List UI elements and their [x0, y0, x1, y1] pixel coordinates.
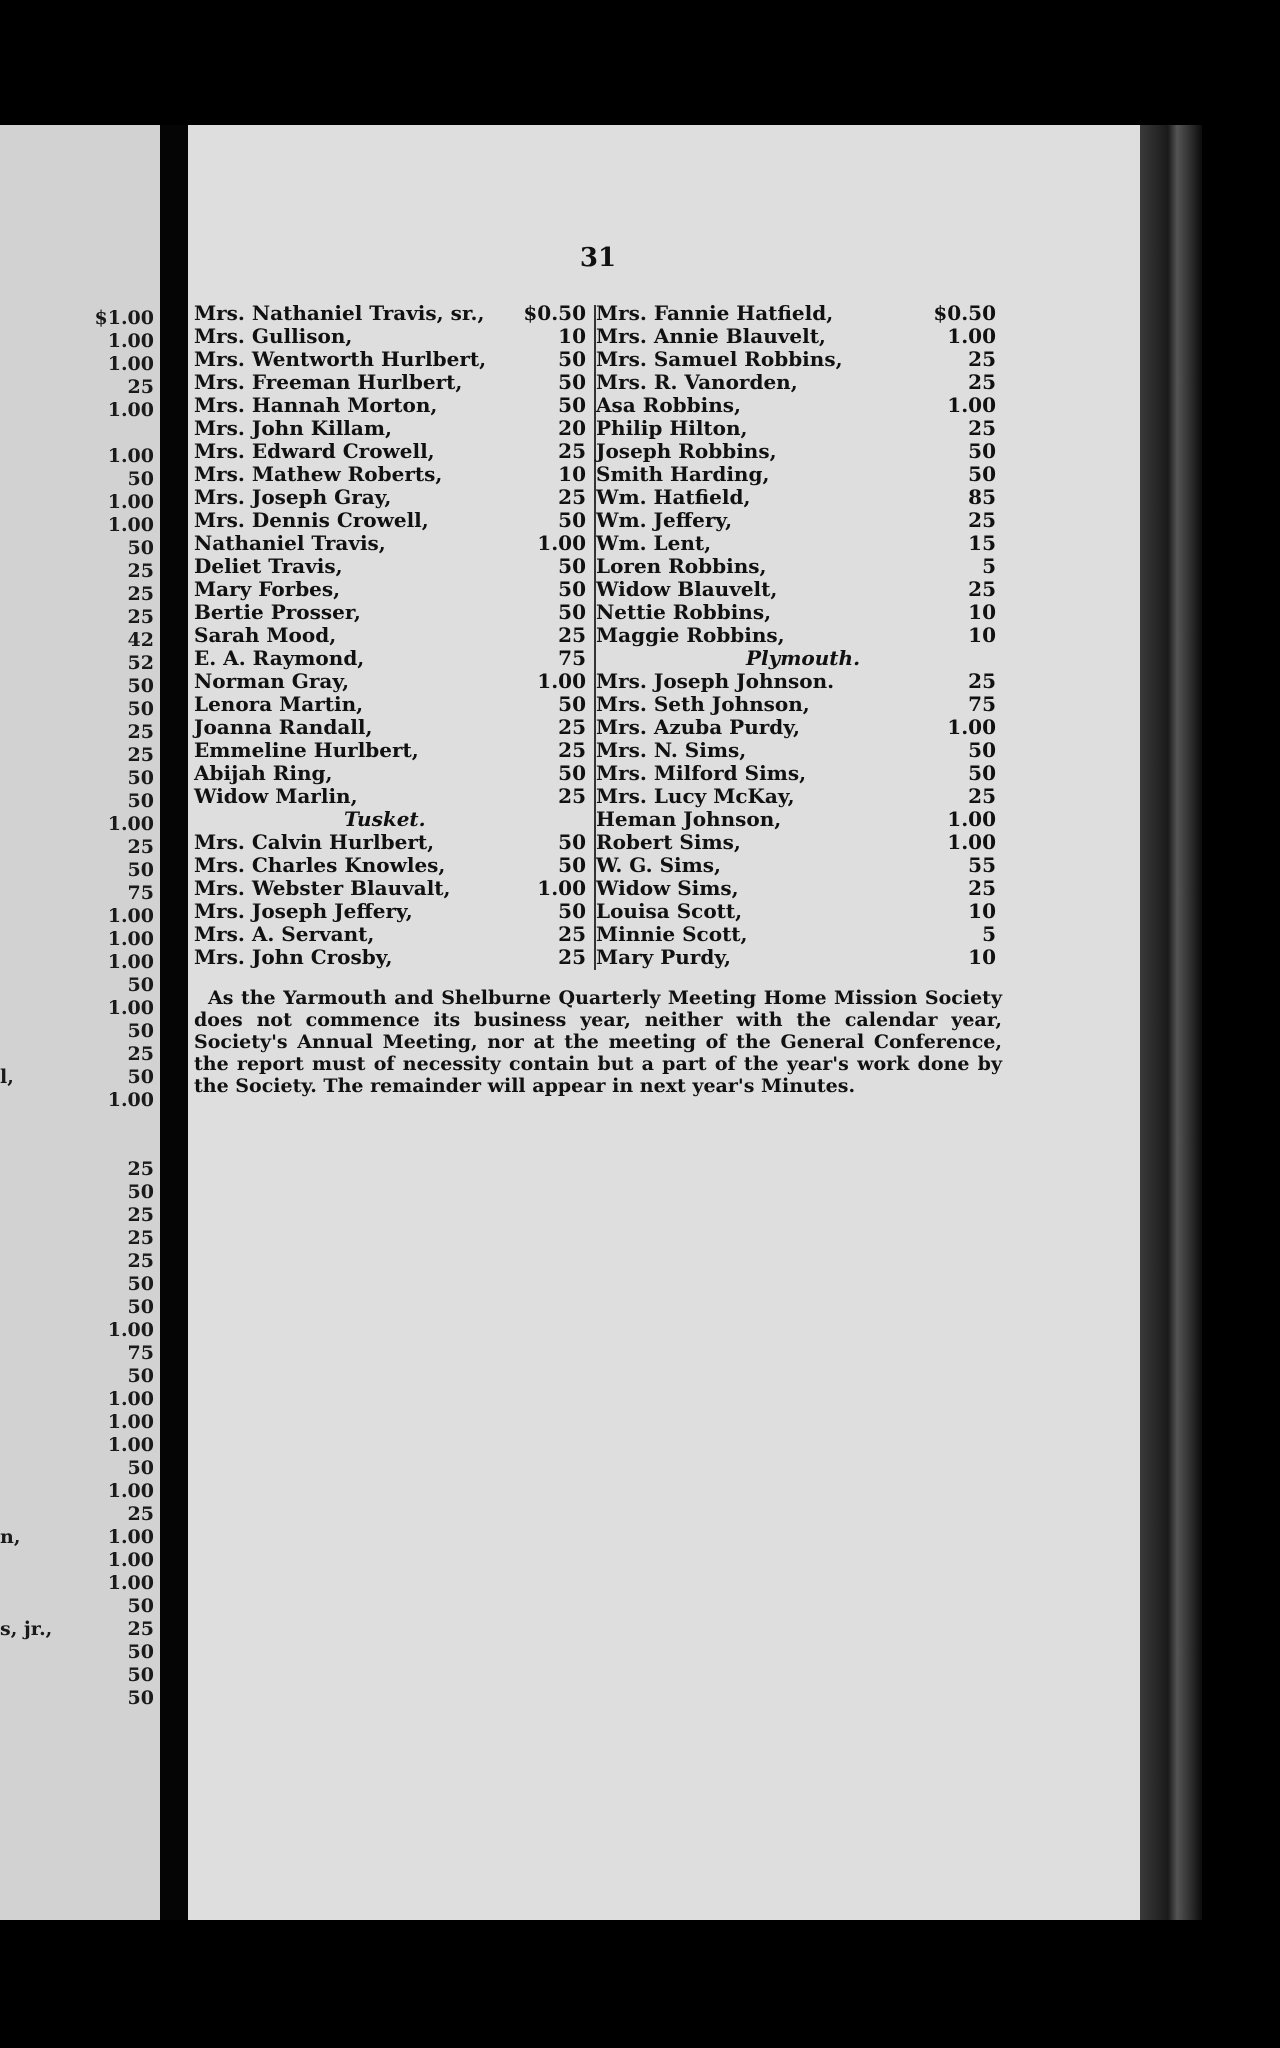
contributor-row: [596, 670, 1004, 693]
facing-page-amounts: [78, 307, 154, 1710]
contribution-amount: 25: [558, 784, 586, 808]
facing-page-amount: 1.00: [107, 491, 154, 513]
facing-page-amount: 50: [127, 468, 154, 490]
contributor-name: Wm. Lent,: [596, 531, 712, 555]
facing-page-amount: 1.00: [107, 1549, 154, 1571]
contributor-row: [194, 371, 594, 394]
facing-page-amount: [78, 1135, 154, 1158]
facing-page-left: [0, 125, 160, 1920]
contribution-amount: 50: [558, 899, 586, 923]
contribution-amount: 25: [558, 485, 586, 509]
contribution-amount: 50: [558, 577, 586, 601]
contributor-row: [194, 854, 594, 877]
contribution-amount: 85: [968, 485, 996, 509]
contributor-name: Widow Blauvelt,: [596, 577, 778, 601]
contribution-amount: 25: [968, 577, 996, 601]
facing-page-amount: 1.00: [107, 1572, 154, 1594]
facing-page-amount: 50: [127, 1273, 154, 1295]
contribution-amount: 1.00: [947, 393, 996, 417]
contributor-row: [596, 302, 1004, 325]
contributor-name: Mrs. Joseph Gray,: [194, 485, 392, 509]
contributor-row: [596, 831, 1004, 854]
contribution-amount: 50: [558, 853, 586, 877]
contributor-name: Mrs. Fannie Hatfield,: [596, 301, 834, 325]
contributor-name: Heman Johnson,: [596, 807, 782, 831]
contributor-row: [596, 900, 1004, 923]
contributor-row: [596, 348, 1004, 371]
contributor-name: Mrs. Edward Crowell,: [194, 439, 435, 463]
contributor-row: [194, 923, 594, 946]
contributor-row: [194, 670, 594, 693]
contributor-row: [596, 716, 1004, 739]
facing-page-amount: 25: [127, 583, 154, 605]
contributor-row: [596, 394, 1004, 417]
contributor-name: Mrs. Nathaniel Travis, sr.,: [194, 301, 485, 325]
contributor-name: Asa Robbins,: [596, 393, 741, 417]
contributor-name: Minnie Scott,: [596, 922, 748, 946]
contributor-name: W. G. Sims,: [596, 853, 721, 877]
facing-page-amount: 1.00: [107, 330, 154, 352]
contribution-amount: 50: [558, 692, 586, 716]
contribution-amount: 1.00: [947, 830, 996, 854]
facing-page-amount: 50: [127, 974, 154, 996]
contribution-amount: 1.00: [537, 531, 586, 555]
facing-page-amount: 1.00: [107, 951, 154, 973]
contributor-name: Mrs. Webster Blauvalt,: [194, 876, 451, 900]
contribution-amount: 50: [558, 600, 586, 624]
contributor-row: [596, 854, 1004, 877]
contributor-name: Joanna Randall,: [194, 715, 373, 739]
contribution-amount: 25: [968, 669, 996, 693]
contributor-row: [194, 348, 594, 371]
contributor-row: [194, 877, 594, 900]
facing-page-amount: 25: [127, 836, 154, 858]
contribution-amount: 75: [968, 692, 996, 716]
contributor-name: Abijah Ring,: [194, 761, 333, 785]
contributor-row: [596, 601, 1004, 624]
contributor-name: Mary Purdy,: [596, 945, 731, 969]
contributor-name: Widow Sims,: [596, 876, 739, 900]
contributor-row: [596, 325, 1004, 348]
contributor-name: Mrs. Hannah Morton,: [194, 393, 438, 417]
facing-page-amount: $1.00: [94, 307, 154, 329]
facing-page-amount: 50: [127, 1066, 154, 1088]
facing-page-amount: 50: [127, 767, 154, 789]
contributor-name: Mrs. John Crosby,: [194, 945, 393, 969]
contributor-name: Deliet Travis,: [194, 554, 343, 578]
contributor-row: [596, 923, 1004, 946]
contributor-name: Emmeline Hurlbert,: [194, 738, 419, 762]
contributor-row: [596, 624, 1004, 647]
contribution-amount: 5: [982, 922, 996, 946]
contributor-name: Norman Gray,: [194, 669, 350, 693]
facing-page-fragment: l,: [0, 1066, 14, 1088]
contributor-name: Mrs. Annie Blauvelt,: [596, 324, 826, 348]
facing-page-fragment: n,: [0, 1526, 21, 1548]
facing-page-amount: 50: [127, 1687, 154, 1709]
facing-page-amount: 50: [127, 537, 154, 559]
contribution-amount: 50: [558, 554, 586, 578]
contribution-amount: 1.00: [947, 715, 996, 739]
contributor-row: [194, 831, 594, 854]
contribution-amount: 10: [968, 945, 996, 969]
section-heading: Tusket.: [344, 807, 426, 831]
contribution-amount: 1.00: [537, 669, 586, 693]
facing-page-amount: 25: [127, 1250, 154, 1272]
contributor-row: [596, 417, 1004, 440]
contributor-row: [596, 808, 1004, 831]
facing-page-amount: 75: [127, 1342, 154, 1364]
contribution-amount: 25: [968, 508, 996, 532]
contributor-name: E. A. Raymond,: [194, 646, 365, 670]
contribution-amount: 25: [968, 876, 996, 900]
contributor-row: [596, 371, 1004, 394]
book-edge: [1140, 125, 1202, 1920]
facing-page-amount: 50: [127, 1365, 154, 1387]
facing-page-amount: 25: [127, 376, 154, 398]
contributor-name: Bertie Prosser,: [194, 600, 361, 624]
contribution-amount: 50: [558, 393, 586, 417]
contributor-name: Robert Sims,: [596, 830, 741, 854]
contributor-row: [194, 739, 594, 762]
contributor-row: [194, 601, 594, 624]
contributor-row: [596, 440, 1004, 463]
contributor-row: [596, 555, 1004, 578]
contributor-row: [596, 578, 1004, 601]
contributor-row: [596, 762, 1004, 785]
facing-page-amount: 25: [127, 1158, 154, 1180]
facing-page-amount: 50: [127, 1296, 154, 1318]
contributor-name: Smith Harding,: [596, 462, 770, 486]
book-gutter: [160, 125, 188, 1920]
contribution-amount: 55: [968, 853, 996, 877]
contributor-name: Philip Hilton,: [596, 416, 748, 440]
contributor-row: [194, 463, 594, 486]
contributor-row: [596, 532, 1004, 555]
facing-page-amount: 50: [127, 859, 154, 881]
contributor-row: [194, 394, 594, 417]
facing-page-amount: [78, 1112, 154, 1135]
contributor-name: Louisa Scott,: [596, 899, 743, 923]
section-heading: Plymouth.: [746, 646, 861, 670]
facing-page-amount: 1.00: [107, 1319, 154, 1341]
contribution-amount: $0.50: [933, 301, 996, 325]
contribution-amount: 25: [558, 738, 586, 762]
contribution-amount: 50: [558, 370, 586, 394]
contribution-amount: 25: [558, 922, 586, 946]
contributor-row: [194, 532, 594, 555]
contribution-amount: 50: [558, 347, 586, 371]
contributor-name: Mrs. Milford Sims,: [596, 761, 807, 785]
contributor-name: Nathaniel Travis,: [194, 531, 386, 555]
contribution-amount: 10: [968, 623, 996, 647]
facing-page-amount: 50: [127, 698, 154, 720]
contributor-name: Mrs. A. Servant,: [194, 922, 375, 946]
contributor-name: Mrs. Mathew Roberts,: [194, 462, 443, 486]
contribution-amount: 25: [558, 623, 586, 647]
contribution-amount: $0.50: [523, 301, 586, 325]
contributor-name: Joseph Robbins,: [596, 439, 777, 463]
contributor-name: Mrs. John Killam,: [194, 416, 392, 440]
contributor-row: [596, 785, 1004, 808]
contribution-amount: 25: [968, 784, 996, 808]
contribution-amount: 25: [968, 416, 996, 440]
contributor-name: Mrs. Wentworth Hurlbert,: [194, 347, 487, 371]
facing-page-amount: [78, 422, 154, 445]
facing-page-amount: 1.00: [107, 1411, 154, 1433]
contribution-amount: 25: [558, 715, 586, 739]
facing-page-amount: 50: [127, 1664, 154, 1686]
facing-page-amount: 25: [127, 1618, 154, 1640]
facing-page-amount: 1.00: [107, 1480, 154, 1502]
contributor-row: [194, 417, 594, 440]
society-note: As the Yarmouth and Shelburne Quarterly Meeting Home Mission Society does not commence its business year, neither with the calendar year, Society's Annual Meeting, nor at the meeting of the General Conference, the report must of necessity contain but a part of the year's work done by the Society. The remainder will appear in next year's Minutes.: [194, 987, 1002, 1097]
facing-page-amount: 50: [127, 1595, 154, 1617]
facing-page-amount: 25: [127, 1227, 154, 1249]
contributor-row: [194, 509, 594, 532]
facing-page-amount: 25: [127, 744, 154, 766]
contributor-row: [194, 785, 594, 808]
contributors-column-left: [194, 302, 594, 969]
contributor-name: Mrs. R. Vanorden,: [596, 370, 798, 394]
contributor-row: [596, 463, 1004, 486]
facing-page-amount: 50: [127, 1181, 154, 1203]
contributor-row: [194, 486, 594, 509]
contributor-name: Mrs. Dennis Crowell,: [194, 508, 429, 532]
facing-page-amount: 1.00: [107, 928, 154, 950]
facing-page-amount: 1.00: [107, 445, 154, 467]
facing-page-amount: 25: [127, 1503, 154, 1525]
contributor-row: [596, 877, 1004, 900]
contributor-name: Sarah Mood,: [194, 623, 337, 647]
page: [188, 125, 1140, 1920]
contribution-amount: 10: [558, 324, 586, 348]
contributor-row: [194, 716, 594, 739]
contribution-amount: 5: [982, 554, 996, 578]
contribution-amount: 10: [558, 462, 586, 486]
contributor-name: Loren Robbins,: [596, 554, 767, 578]
contribution-amount: 20: [558, 416, 586, 440]
facing-page-amount: 50: [127, 1641, 154, 1663]
contribution-amount: 50: [558, 508, 586, 532]
facing-page-amount: 1.00: [107, 514, 154, 536]
contributor-name: Mrs. Seth Johnson,: [596, 692, 810, 716]
contribution-amount: 10: [968, 600, 996, 624]
contribution-amount: 15: [968, 531, 996, 555]
contributor-name: Maggie Robbins,: [596, 623, 785, 647]
contributor-row: [194, 647, 594, 670]
contributor-name: Mrs. Calvin Hurlbert,: [194, 830, 435, 854]
contributor-row: [596, 486, 1004, 509]
contribution-amount: 25: [968, 370, 996, 394]
facing-page-amount: 1.00: [107, 399, 154, 421]
contributor-row: [596, 509, 1004, 532]
contribution-amount: 25: [558, 439, 586, 463]
contribution-amount: 1.00: [537, 876, 586, 900]
facing-page-amount: 1.00: [107, 353, 154, 375]
facing-page-amount: 25: [127, 560, 154, 582]
contributor-name: Mrs. Charles Knowles,: [194, 853, 446, 877]
contributor-name: Mrs. Joseph Jeffery,: [194, 899, 413, 923]
contributor-row: [596, 739, 1004, 762]
contribution-amount: 50: [968, 738, 996, 762]
contributors-column-right: [596, 302, 1004, 969]
facing-page-amount: 50: [127, 790, 154, 812]
facing-page-amount: 50: [127, 1457, 154, 1479]
contributor-name: Mrs. N. Sims,: [596, 738, 747, 762]
contributor-name: Widow Marlin,: [194, 784, 358, 808]
page-number: 31: [579, 243, 617, 273]
facing-page-amount: 25: [127, 1043, 154, 1065]
contributor-name: Wm. Hatfield,: [596, 485, 751, 509]
contributor-name: Mrs. Azuba Purdy,: [596, 715, 800, 739]
contributor-row: [194, 325, 594, 348]
contributor-row: [596, 693, 1004, 716]
contributor-row: [194, 555, 594, 578]
facing-page-amount: 50: [127, 1020, 154, 1042]
contribution-amount: 50: [558, 761, 586, 785]
facing-page-amount: 1.00: [107, 997, 154, 1019]
facing-page-amount: 1.00: [107, 1434, 154, 1456]
contributor-row: [194, 624, 594, 647]
facing-page-amount: 1.00: [107, 1089, 154, 1111]
facing-page-amount: 1.00: [107, 1526, 154, 1548]
contribution-amount: 50: [558, 830, 586, 854]
contributor-name: Wm. Jeffery,: [596, 508, 733, 532]
contributor-row: [194, 693, 594, 716]
contributor-row: [596, 946, 1004, 969]
contributor-row: [194, 440, 594, 463]
facing-page-amount: 25: [127, 721, 154, 743]
contribution-amount: 50: [968, 462, 996, 486]
facing-page-amount: 25: [127, 606, 154, 628]
contribution-amount: 1.00: [947, 324, 996, 348]
contributor-row: [194, 762, 594, 785]
contributor-name: Mrs. Lucy McKay,: [596, 784, 795, 808]
contributor-name: Mary Forbes,: [194, 577, 341, 601]
contributor-row: [194, 946, 594, 969]
facing-page-amount: 75: [127, 882, 154, 904]
contributor-name: Mrs. Freeman Hurlbert,: [194, 370, 463, 394]
facing-page-amount: 25: [127, 1204, 154, 1226]
contributor-name: Mrs. Gullison,: [194, 324, 353, 348]
contribution-amount: 10: [968, 899, 996, 923]
contributor-name: Mrs. Joseph Johnson.: [596, 669, 835, 693]
facing-page-amount: 50: [127, 675, 154, 697]
facing-page-amount: 1.00: [107, 813, 154, 835]
contribution-amount: 1.00: [947, 807, 996, 831]
contributor-name: Lenora Martin,: [194, 692, 364, 716]
contribution-amount: 50: [968, 439, 996, 463]
contributor-row: [194, 578, 594, 601]
facing-page-amount: 1.00: [107, 1388, 154, 1410]
facing-page-amount: 1.00: [107, 905, 154, 927]
contribution-amount: 25: [968, 347, 996, 371]
contributor-row: [194, 302, 594, 325]
facing-page-fragment: s, jr.,: [0, 1618, 53, 1640]
contribution-amount: 50: [968, 761, 996, 785]
contribution-amount: 25: [558, 945, 586, 969]
contribution-amount: 75: [558, 646, 586, 670]
facing-page-amount: 42: [127, 629, 154, 651]
contributor-row: [194, 900, 594, 923]
contributor-name: Nettie Robbins,: [596, 600, 772, 624]
facing-page-amount: 52: [127, 652, 154, 674]
contributor-name: Mrs. Samuel Robbins,: [596, 347, 843, 371]
